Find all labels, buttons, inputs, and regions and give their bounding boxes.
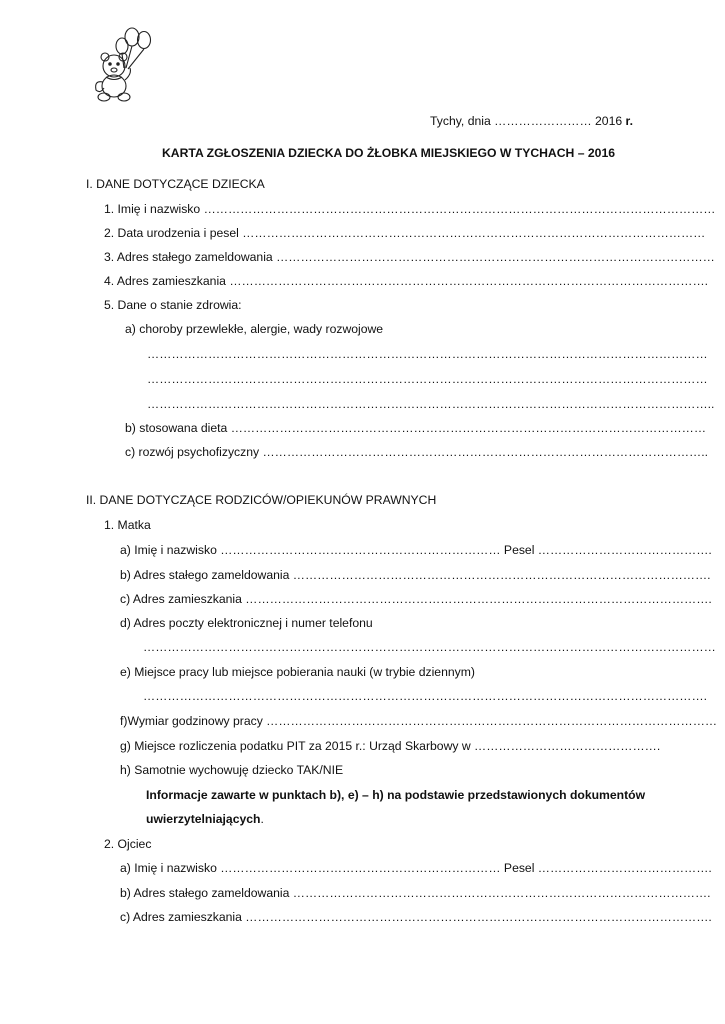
mother-email-phone-label: d) Adres poczty elektronicznej i numer telefonu [120,616,373,630]
child-name-field: 1. Imię i nazwisko ……………………………………………………………………………………………………………… [104,202,716,216]
mother-name-pesel-field: a) Imię i nazwisko …………………………………………………………… Pesel ……………………………………. [120,543,712,557]
father-registered-address-field: b) Adres stałego zameldowania …………………………………………………………………………………………. [120,886,711,900]
section1-heading: I. DANE DOTYCZĄCE DZIECKA [86,177,265,191]
child-registered-address-field: 3. Adres stałego zameldowania ……………………………………………………………………………………………… [104,250,715,264]
chronic-diseases-line-3: ………………………………………………………………………………………………………………………….. [147,397,715,411]
teddy-bear-balloons-logo [86,24,162,104]
form-title: KARTA ZGŁOSZENIA DZIECKA DO ŻŁOBKA MIEJSKIEGO W TYCHACH – 2016 [162,146,615,160]
place-date: Tychy, dnia …………………… 2016 r. [430,114,633,128]
mother-residence-address-field: c) Adres zamieszkania ……………………………………………………………………………………………………. [120,592,712,606]
mother-email-phone-line: …………………………………………………………………………………………………………………………… [143,640,716,654]
mother-tax-office-field: g) Miejsce rozliczenia podatku PIT za 2015 r.: Urząd Skarbowy w ………………………………………. [120,739,661,753]
mother-registered-address-field: b) Adres stałego zameldowania …………………………………………………………………………………………. [120,568,711,582]
father-label: 2. Ojciec [104,837,152,851]
mother-workplace-line: …………………………………………………………………………………………………………………………. [143,689,708,703]
documents-note-period: . [260,812,264,826]
documents-note-bold: uwierzytelniających [146,812,261,826]
diet-field: b) stosowana dieta ……………………………………………………………………………………………………… [125,421,707,435]
date-suffix: r. [625,114,633,128]
child-birthdate-field: 2. Data urodzenia i pesel …………………………………………………………………………………………………… [104,226,706,240]
mother-label: 1. Matka [104,518,151,532]
mother-single-parent-field: h) Samotnie wychowuję dziecko TAK/NIE [120,763,344,777]
chronic-diseases-label: a) choroby przewlekłe, alergie, wady rozwojowe [125,322,384,336]
chronic-diseases-line-2: ………………………………………………………………………………………………………………………… [147,372,708,386]
chronic-diseases-line-1: ………………………………………………………………………………………………………………………… [147,347,708,361]
mother-work-hours-field: f)Wymiar godzinowy pracy ………………………………………………………………………………………………… [120,714,718,728]
documents-note-line2 [146,813,264,825]
psychophysical-development-field: c) rozwój psychofizyczny ……………………………………………………………………………………………….. [125,445,709,459]
father-residence-address-field: c) Adres zamieszkania ……………………………………………………………………………………………………. [120,910,712,924]
child-residence-address-field: 4. Adres zamieszkania ………………………………………………………………………………………………………. [104,274,709,288]
child-health-label: 5. Dane o stanie zdrowia: [104,298,242,312]
father-name-pesel-field: a) Imię i nazwisko …………………………………………………………… Pesel ……………………………………. [120,861,712,875]
documents-note-line1: Informacje zawarte w punktach b), e) – h) na podstawie przedstawionych dokumentów [146,788,646,802]
section2-heading: II. DANE DOTYCZĄCE RODZICÓW/OPIEKUNÓW PRAWNYCH [86,493,437,507]
mother-workplace-label: e) Miejsce pracy lub miejsce pobierania nauki (w trybie dziennym) [120,665,475,679]
